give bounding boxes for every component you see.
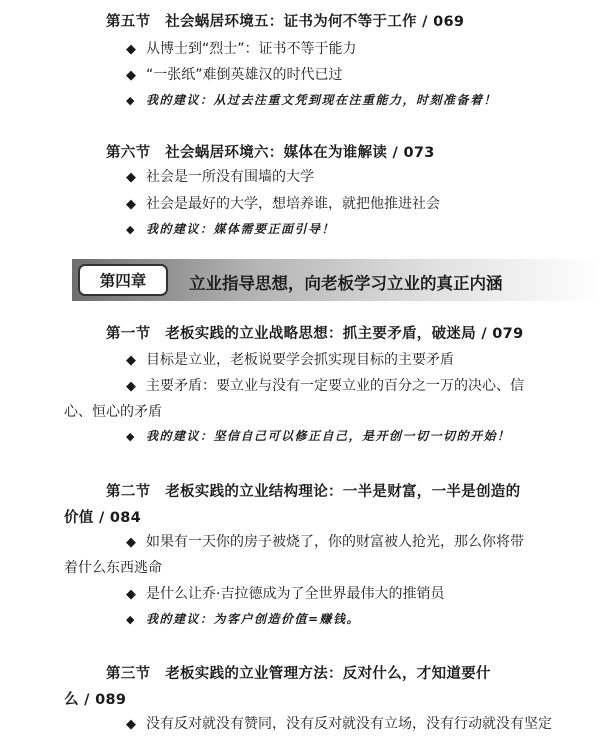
section-title: 第一节 老板实践的立业战略思想：抓主要矛盾，破迷局 / 079 — [106, 326, 524, 342]
list-item-continuation: 心、恒心的矛盾 — [64, 404, 162, 420]
diamond-bullet-icon: ◆ — [126, 94, 136, 107]
diamond-bullet-icon: ◆ — [126, 197, 136, 212]
list-item — [126, 193, 440, 213]
diamond-bullet-icon: ◆ — [126, 379, 136, 394]
advice-text: 我的建议：从过去注重文凭到现在注重能力，时刻准备着！ — [145, 93, 497, 107]
list-item — [126, 38, 357, 58]
section-title: 第六节 社会蜗居环境六：媒体在为谁解读 / 073 — [106, 145, 435, 161]
list-item — [126, 64, 343, 84]
diamond-bullet-icon: ◆ — [126, 613, 136, 626]
list-item-text: 主要矛盾：要立业与没有一定要立业的百分之一万的决心、信 — [146, 378, 524, 394]
list-item — [126, 583, 444, 603]
diamond-bullet-icon: ◆ — [126, 717, 136, 732]
diamond-bullet-icon: ◆ — [126, 587, 136, 602]
advice-line — [126, 91, 497, 108]
section-title: 第三节 老板实践的立业管理方法：反对什么，才知道要什 — [106, 666, 491, 682]
list-item-text: 从博士到“烈士”：证书不等于能力 — [146, 41, 357, 57]
list-item — [126, 531, 524, 551]
diamond-bullet-icon: ◆ — [126, 68, 136, 83]
list-item-text: 是什么让乔·吉拉德成为了全世界最伟大的推销员 — [146, 586, 445, 602]
section-title-continuation: 价值 / 084 — [64, 510, 142, 526]
diamond-bullet-icon: ◆ — [126, 170, 136, 185]
section-title: 第五节 社会蜗居环境五：证书为何不等于工作 / 069 — [106, 14, 465, 30]
list-item — [126, 713, 552, 733]
list-item — [126, 375, 524, 395]
list-item — [126, 166, 314, 186]
diamond-bullet-icon: ◆ — [126, 42, 136, 57]
list-item-text: 目标是立业，老板说要学会抓实现目标的主要矛盾 — [146, 352, 454, 368]
advice-text: 我的建议：媒体需要正面引导！ — [145, 222, 335, 236]
chapter-title: 立业指导思想，向老板学习立业的真正内涵 — [189, 274, 503, 293]
list-item-text: 社会是最好的大学，想培养谁，就把他推进社会 — [146, 196, 440, 212]
section-title-continuation: 么 / 089 — [64, 692, 127, 708]
list-item — [126, 349, 454, 369]
advice-line — [126, 427, 510, 444]
advice-text: 我的建议：坚信自己可以修正自己，是开创一切一切的开始！ — [145, 429, 511, 443]
diamond-bullet-icon: ◆ — [126, 353, 136, 368]
section-title: 第二节 老板实践的立业结构理论：一半是财富，一半是创造的 — [106, 484, 521, 500]
list-item-text: “一张纸”难倒英雄汉的时代已过 — [146, 67, 343, 83]
diamond-bullet-icon: ◆ — [126, 223, 136, 236]
list-item-text: 没有反对就没有赞同，没有反对就没有立场，没有行动就没有坚定 — [146, 716, 552, 732]
advice-text: 我的建议：为客户创造价值=赚钱。 — [145, 612, 361, 626]
diamond-bullet-icon: ◆ — [126, 535, 136, 550]
list-item-text: 社会是一所没有围墙的大学 — [146, 169, 314, 185]
advice-line — [126, 220, 335, 237]
diamond-bullet-icon: ◆ — [126, 430, 136, 443]
list-item-continuation: 着什么东西逃命 — [64, 560, 162, 576]
chapter-label: 第四章 — [78, 264, 168, 296]
list-item-text: 如果有一天你的房子被烧了，你的财富被人抢光，那么你将带 — [146, 534, 524, 550]
advice-line — [126, 610, 360, 627]
